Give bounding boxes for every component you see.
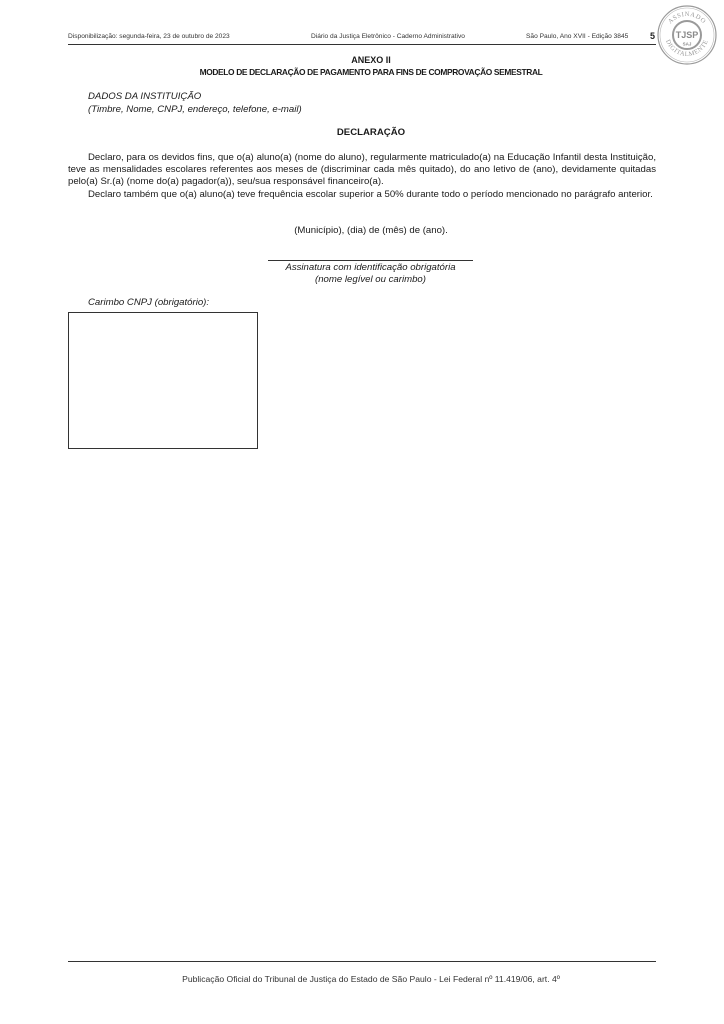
annex-title: ANEXO II <box>351 55 391 65</box>
institution-label: DADOS DA INSTITUIÇÃO <box>88 91 202 102</box>
signature-caption: Assinatura com identificação obrigatória <box>285 262 456 273</box>
institution-details: (Timbre, Nome, CNPJ, endereço, telefone, e-mail) <box>88 104 302 115</box>
svg-text:ASSINADO <box>667 11 707 25</box>
seal-sub-text: SAJ <box>682 41 692 47</box>
footer-divider <box>68 961 656 962</box>
declaration-paragraph-2: Declaro também que o(a) aluno(a) teve frequência escolar superior a 50% durante todo o período mencionado no parágrafo anterior. <box>88 189 653 200</box>
signature-caption-note: (nome legível ou carimbo) <box>315 274 426 285</box>
declaration-title: DECLARAÇÃO <box>336 127 406 138</box>
seal-arc-bottom: DIGITALMENTE <box>664 38 710 59</box>
signature-line <box>268 260 473 261</box>
seal-arc-top: ASSINADO <box>666 10 708 26</box>
annex-subtitle: MODELO DE DECLARAÇÃO DE PAGAMENTO PARA FINS DE COMPROVAÇÃO SEMESTRAL <box>199 67 543 77</box>
declaration-paragraph-1: Declaro, para os devidos fins, que o(a) aluno(a) (nome do aluno), regularmente matriculado(a) na Educação Infantil desta Instituição, teve as mensalidades escolares referentes aos meses de (discriminar cada mês quitado), do ano letivo de (ano), devidamente quitadas pelo(a) Sr.(a) (nome do(a) pagador(a)), seu/sua responsável financeiro(a). <box>68 152 656 188</box>
page-number: 5 <box>650 31 656 41</box>
place-date-line: (Município), (dia) de (mês) de (ano). <box>294 225 448 236</box>
footer-publication-note: Publicação Oficial do Tribunal de Justiça do Estado de São Paulo - Lei Federal nº 11.419/06, art. 4º <box>182 974 560 984</box>
page-header <box>68 31 656 45</box>
availability-date: Disponibilização: segunda-feira, 23 de outubro de 2023 <box>68 33 230 40</box>
stamp-box <box>68 312 258 449</box>
edition-info: São Paulo, Ano XVII - Edição 3845 <box>526 33 629 40</box>
journal-name: Diário da Justiça Eletrônico - Caderno Administrativo <box>311 33 465 40</box>
header-divider <box>68 44 656 45</box>
seal-center-text: TJSP <box>675 30 699 40</box>
stamp-label: Carimbo CNPJ (obrigatório): <box>88 297 210 308</box>
